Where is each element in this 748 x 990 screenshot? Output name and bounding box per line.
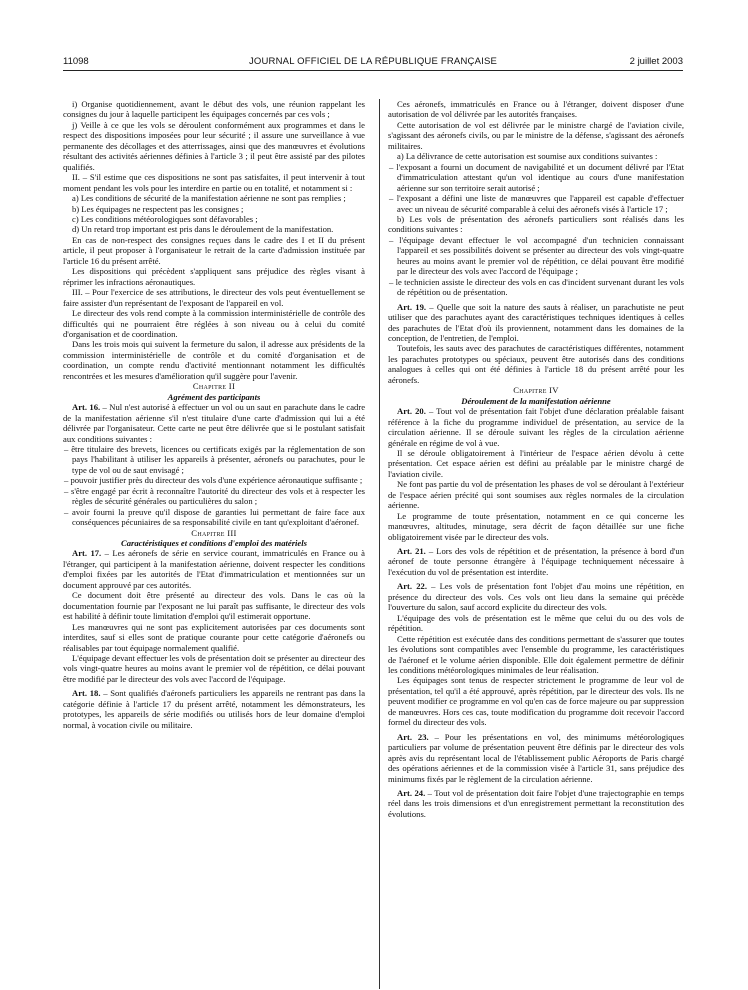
article-number: Art. 20.: [397, 406, 426, 417]
chapter-heading: Chapitre III: [191, 527, 237, 538]
paragraph: Les manœuvres qui ne sont pas explicitement autorisées par ces documents sont interdites, sauf si elles sont de pratique courante pour cette catégorie d'aéronefs ou réalisables par tout équipage normalement qualifié.: [63, 621, 365, 653]
article-number: Art. 16.: [72, 402, 101, 413]
paragraph: i) Organise quotidiennement, avant le début des vols, une réunion rappelant les consignes du jour à laquelle participent les équipages concernés par ces vols ;: [63, 99, 365, 120]
paragraph: Il se déroule obligatoirement à l'intérieur de l'espace aérien dévolu à cette présentation. Cet espace aérien est défini au préalable par le ministre chargé de l'aviation civile.: [388, 447, 684, 479]
paragraph: a) La délivrance de cette autorisation est soumise aux conditions suivantes :: [397, 151, 658, 162]
article-text: – Sont qualifiés d'aéronefs particuliers les appareils ne rentrant pas dans la catégorie définie à l'article 17 du présent arrêté, notamment les démonstrateurs, les prototypes, les appareils de série modifiés ou utilisés hors de leur domaine d'emploi normal, à vocation civile ou militaire.: [63, 688, 366, 730]
article-paragraph: [63, 402, 365, 444]
article-text: – Lors des vols de répétition et de présentation, la présence à bord d'un aéronef de toute personne étrangère à l'équipage techniquement nécessaire à l'exécution du vol de présentation est interdite.: [388, 546, 685, 577]
chapter-heading: Chapitre II: [192, 381, 236, 392]
list-item: – le technicien assiste le directeur des vols en cas d'incident survenant durant les vols de répétition ou de présentation.: [388, 277, 684, 298]
paragraph: Les dispositions qui précèdent s'appliquent sans préjudice des règles visant à réprimer les infractions aéronautiques.: [63, 266, 365, 287]
condition-list: [388, 162, 684, 214]
article-number: Art. 23.: [397, 731, 429, 742]
article-paragraph: [63, 688, 365, 730]
paragraph: III. – Pour l'exercice de ses attributions, le directeur des vols peut éventuellement se faire assister d'un représentant de l'exposant de l'appareil en vol.: [63, 287, 365, 308]
list-item: – pouvoir justifier près du directeur des vols d'une expérience aéronautique suffisante ;: [63, 475, 365, 485]
header-rule: [63, 70, 683, 71]
list-item: – l'exposant a fourni un document de navigabilité et un document délivré par l'Etat d'immatriculation attestant qu'un vol identique au cours d'une manifestation aérienne sur son territoire serait autorisé ;: [388, 162, 684, 193]
condition-list: [63, 444, 365, 528]
article-text: – Tout vol de présentation doit faire l'objet d'une trajectographie en temps réel dans les trois dimensions et d'un enregistrement permettant la reconstitution des évolutions.: [388, 788, 684, 819]
chapter-title: Déroulement de la manifestation aérienne: [461, 395, 611, 406]
paragraph: Les équipages sont tenus de respecter strictement le programme de leur vol de présentation, tel qu'il a été approuvé, après répétition, par le directeur des vols. Ils ne peuvent modifier ce programme en vol qu'en cas de force majeure ou par suppression de manœuvres. Hors ces cas, toute modification du programme doit recevoir l'accord formel du directeur des vols.: [388, 675, 684, 728]
paragraph: Le directeur des vols rend compte à la commission interministérielle de contrôle des difficultés qui ne pourraient être réglées à son niveau ou à celui du comité d'organisation et de coordination.: [63, 308, 365, 339]
journal-title: JOURNAL OFFICIEL DE LA RÉPUBLIQUE FRANÇAISE: [248, 56, 498, 67]
article-paragraph: [63, 548, 365, 590]
paragraph: c) Les conditions météorologiques sont défavorables ;: [72, 213, 258, 224]
issue-date: 2 juillet 2003: [629, 56, 683, 67]
article-number: Art. 24.: [397, 788, 426, 798]
paragraph: En cas de non-respect des consignes reçues dans le cadre des I et II du présent article, il peut proposer à l'organisateur le retrait de la carte d'admission instituée par l'article 16 du présent arrêté.: [63, 234, 365, 266]
article-number: Art. 17.: [72, 548, 102, 559]
article-paragraph: [388, 788, 684, 819]
article-number: Art. 21.: [397, 546, 426, 557]
paragraph: Dans les trois mois qui suivent la fermeture du salon, il adresse aux présidents de la commission interministérielle de contrôle et du comité d'organisation et de coordination, un compte rendu d'activité mentionnant notamment les difficultés rencontrées et les mesures d'amélioration qu'il suggère pour l'avenir.: [63, 339, 365, 381]
article-text: – Nul n'est autorisé à effectuer un vol ou un saut en parachute dans le cadre de la manifestation aérienne s'il n'est titulaire d'une carte d'admission qui lui a été délivrée par l'organisateur. Cette carte ne peut être délivrée que si le postulant satisfait aux conditions suivantes :: [63, 402, 366, 444]
list-item: – s'être engagé par écrit à reconnaître l'autorité du directeur des vols et à respecter les règles de sécurité générales ou particulières du salon ;: [63, 486, 365, 507]
paragraph: L'équipage devant effectuer les vols de présentation doit se présenter au directeur des vols vingt-quatre heures au moins avant le premier vol de répétition, ce délai pouvant être modifié par le directeur des vols avec l'accord de l'équipage.: [63, 653, 365, 684]
paragraph: a) Les conditions de sécurité de la manifestation aérienne ne sont pas remplies ;: [72, 193, 346, 204]
paragraph: j) Veille à ce que les vols se déroulent conformément aux programmes et dans le respect des dispositions imposées pour leur sécurité ; il assure une surveillance à vue permanente des décollages et des atterrissages, ainsi que des manœuvres et évolutions résultant des activités aériennes définies à l'article 3 ; il peut être assisté par des pilotes qualifiés.: [63, 119, 365, 172]
paragraph: Cette autorisation de vol est délivrée par le ministre chargé de l'aviation civile, s'agissant des aéronefs civils, ou par le ministre de la défense, s'agissant des aéronefs militaires.: [388, 119, 684, 151]
paragraph: L'équipage des vols de présentation est le même que celui du ou des vols de répétition.: [388, 612, 684, 634]
chapter-title: Agrément des participants: [167, 391, 261, 402]
page-number: 11098: [63, 56, 89, 67]
paragraph: d) Un retard trop important est pris dans le déroulement de la manifestation.: [72, 224, 334, 235]
chapter-heading: Chapitre IV: [513, 385, 559, 396]
article-number: Art. 19.: [397, 301, 427, 312]
article-number: Art. 22.: [397, 581, 427, 592]
list-item: – l'exposant a défini une liste de manœuvres que l'appareil est capable d'effectuer avec un niveau de sécurité comparable à celui des aéronefs visés à l'article 17 ;: [388, 193, 684, 214]
column-divider: [379, 99, 380, 989]
page-header: [63, 56, 683, 68]
article-text: – Les aéronefs de série en service courant, immatriculés en France ou à l'étranger, qui participent à la manifestation aérienne, doivent respecter les conditions d'emploi fixées par les autorités de l'Etat d'immatriculation et mentionnées sur un document approuvé par ces autorités.: [63, 548, 366, 590]
paragraph: Toutefois, les sauts avec des parachutes de caractéristiques différentes, notamment les parachutes prototypes ou spéciaux, peuvent être autorisés dans des conditions analogues à celles qui ont été définies à l'article 18 du présent arrêté pour les aéronefs.: [388, 343, 684, 385]
paragraph: Cette répétition est exécutée dans des conditions permettant de s'assurer que toutes les évolutions sont compatibles avec l'ensemble du programme, les caractéristiques de l'aéronef et le volume aérien disponible. Elle doit également permettre de définir les conditions météorologiques minimales de leur réalisation.: [388, 633, 684, 676]
left-column: [63, 99, 365, 730]
paragraph: Le programme de toute présentation, notamment en ce qui concerne les manœuvres, altitudes, minutage, sera décrit de façon détaillée sur une fiche obligatoirement visée par le directeur des vols.: [388, 510, 684, 542]
article-paragraph: [388, 302, 684, 344]
article-text: – Tout vol de présentation fait l'objet d'une déclaration préalable faisant référence à la fiche du programme individuel de présentation, au service de la circulation aérienne. Il se déroule suivant les règles de la circulation aérienne générale en régime de vol à vue.: [388, 406, 685, 448]
article-text: – Pour les présentations en vol, des minimums météorologiques particuliers par volume de présentation peuvent être définis par le directeur des vols après avis du représentant local de l'établissement public Aéroports de Paris chargé des opérations aériennes et de la commission visée à l'article 31, sans préjudice des minimums fixés par le règlement de la circulation aérienne.: [388, 731, 685, 784]
paragraph: Ne font pas partie du vol de présentation les phases de vol se déroulant à l'extérieur de l'espace aérien précité qui sont soumises aux règles normales de la circulation aérienne.: [388, 479, 684, 511]
paragraph: b) Les équipages ne respectent pas les consignes ;: [72, 203, 244, 214]
article-text: – Les vols de présentation font l'objet d'au moins une répétition, en présence du directeur des vols. Ces vols ont lieu dans la semaine qui précède l'ouverture du salon, sauf accord explicite du directeur des vols.: [388, 581, 685, 613]
article-paragraph: [388, 581, 684, 612]
article-paragraph: [388, 406, 684, 448]
right-column: [388, 99, 684, 819]
article-text: – Quelle que soit la nature des sauts à réaliser, un parachutiste ne peut utiliser que des parachutes ayant des caractéristiques techniques identiques à celles des parachutes de l'Etat d'où ils proviennent, notamment dans les domaines de la conception, de l'entretien, de l'emploi.: [388, 301, 684, 343]
paragraph: b) Les vols de présentation des aéronefs particuliers sont réalisés dans les conditions suivantes :: [388, 213, 684, 235]
list-item: – être titulaire des brevets, licences ou certificats exigés par la réglementation de son pays l'habilitant à utiliser les appareils à présenter, aéronefs ou parachutes, pour le type de vol ou de saut envisagé ;: [63, 444, 365, 475]
paragraph: II. – S'il estime que ces dispositions ne sont pas satisfaites, il peut intervenir à tout moment pendant les vols pour les interdire en partie ou en totalité, et notamment si :: [63, 172, 365, 193]
paragraph: Ce document doit être présenté au directeur des vols. Dans le cas où la documentation fournie par l'exposant ne lui paraît pas suffisante, le directeur des vols est habilité à définir toute limitation d'emploi qu'il estimerait opportune.: [63, 590, 365, 622]
list-item: – l'équipage devant effectuer le vol accompagné d'un technicien connaissant l'appareil et ses possibilités doivent se présenter au directeur des vols vingt-quatre heures au moins avant le premier vol de répétition, ce délai pouvant être modifié par le directeur des vols avec l'accord de l'équipage ;: [388, 235, 684, 277]
list-item: – avoir fourni la preuve qu'il dispose de garanties lui permettant de faire face aux conséquences pécuniaires de sa responsabilité civile en tant qu'exploitant d'aéronef.: [63, 507, 365, 528]
article-number: Art. 18.: [72, 688, 101, 699]
paragraph: Ces aéronefs, immatriculés en France ou à l'étranger, doivent disposer d'une autorisation de vol délivrée par les autorités françaises.: [388, 99, 684, 120]
article-paragraph: [388, 732, 684, 784]
condition-list: [388, 235, 684, 298]
chapter-title: Caractéristiques et conditions d'emploi des matériels: [121, 538, 307, 549]
article-paragraph: [388, 546, 684, 577]
